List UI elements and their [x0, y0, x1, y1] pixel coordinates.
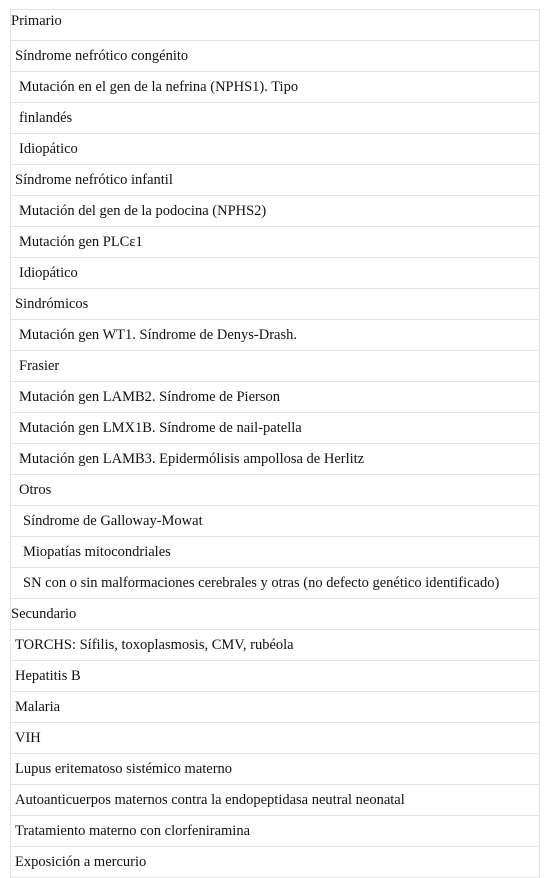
table-row — [11, 320, 539, 351]
table-row — [11, 289, 539, 320]
row-text: Miopatías mitocondriales — [23, 544, 171, 560]
row-text: Síndrome nefrótico infantil — [15, 172, 173, 188]
table-row — [11, 351, 539, 382]
table-row — [11, 165, 539, 196]
table-row — [11, 630, 539, 661]
table-row — [11, 475, 539, 506]
row-text: Mutación del gen de la podocina (NPHS2) — [19, 203, 267, 219]
row-text: Sindrómicos — [15, 296, 89, 312]
table-row — [11, 10, 539, 41]
table-row — [11, 568, 539, 599]
row-text: Mutación en el gen de la nefrina (NPHS1). Tipo — [19, 79, 299, 95]
row-text: Tratamiento materno con clorfeniramina — [15, 823, 251, 839]
row-text: Mutación gen LAMB3. Epidermólisis ampollosa de Herlitz — [19, 451, 365, 467]
row-text: VIH — [15, 730, 41, 746]
table-row — [11, 506, 539, 537]
row-text: Primario — [11, 13, 62, 29]
table-row — [11, 41, 539, 72]
row-text: Mutación gen PLCε1 — [19, 234, 143, 250]
table-row — [11, 754, 539, 785]
table-row — [11, 785, 539, 816]
table-row — [11, 661, 539, 692]
table-row — [11, 692, 539, 723]
row-text: Frasier — [19, 358, 60, 374]
table-row — [11, 537, 539, 568]
table-row — [11, 723, 539, 754]
table-row — [11, 444, 539, 475]
table-row — [11, 196, 539, 227]
table-row — [11, 134, 539, 165]
row-text: Hepatitis B — [15, 668, 81, 684]
row-text: Mutación gen LMX1B. Síndrome de nail-patella — [19, 420, 302, 436]
table-row — [11, 599, 539, 630]
table-row — [11, 413, 539, 444]
row-text: Lupus eritematoso sistémico materno — [15, 761, 233, 777]
row-text: TORCHS: Sífilis, toxoplasmosis, CMV, rubéola — [15, 637, 294, 653]
row-text: Idiopático — [19, 141, 78, 157]
row-text: Autoanticuerpos maternos contra la endopeptidasa neutral neonatal — [15, 792, 405, 808]
row-text: Exposición a mercurio — [15, 854, 147, 870]
row-text: Mutación gen LAMB2. Síndrome de Pierson — [19, 389, 280, 405]
row-text: Otros — [19, 482, 52, 498]
table-row — [11, 72, 539, 103]
row-text: Secundario — [11, 606, 77, 622]
table-row — [11, 258, 539, 289]
table-row — [11, 847, 539, 878]
table-row — [11, 103, 539, 134]
row-text: Idiopático — [19, 265, 78, 281]
row-text: Síndrome nefrótico congénito — [15, 48, 189, 64]
classification-table — [10, 9, 540, 878]
row-text: Mutación gen WT1. Síndrome de Denys-Drash. — [19, 327, 297, 343]
table-row — [11, 227, 539, 258]
row-text: Síndrome de Galloway-Mowat — [23, 513, 203, 529]
row-text: Malaria — [15, 699, 61, 715]
table-row — [11, 382, 539, 413]
row-text: SN con o sin malformaciones cerebrales y otras (no defecto genético identificado) — [23, 575, 500, 591]
table-row — [11, 816, 539, 847]
row-text: finlandés — [19, 110, 73, 126]
